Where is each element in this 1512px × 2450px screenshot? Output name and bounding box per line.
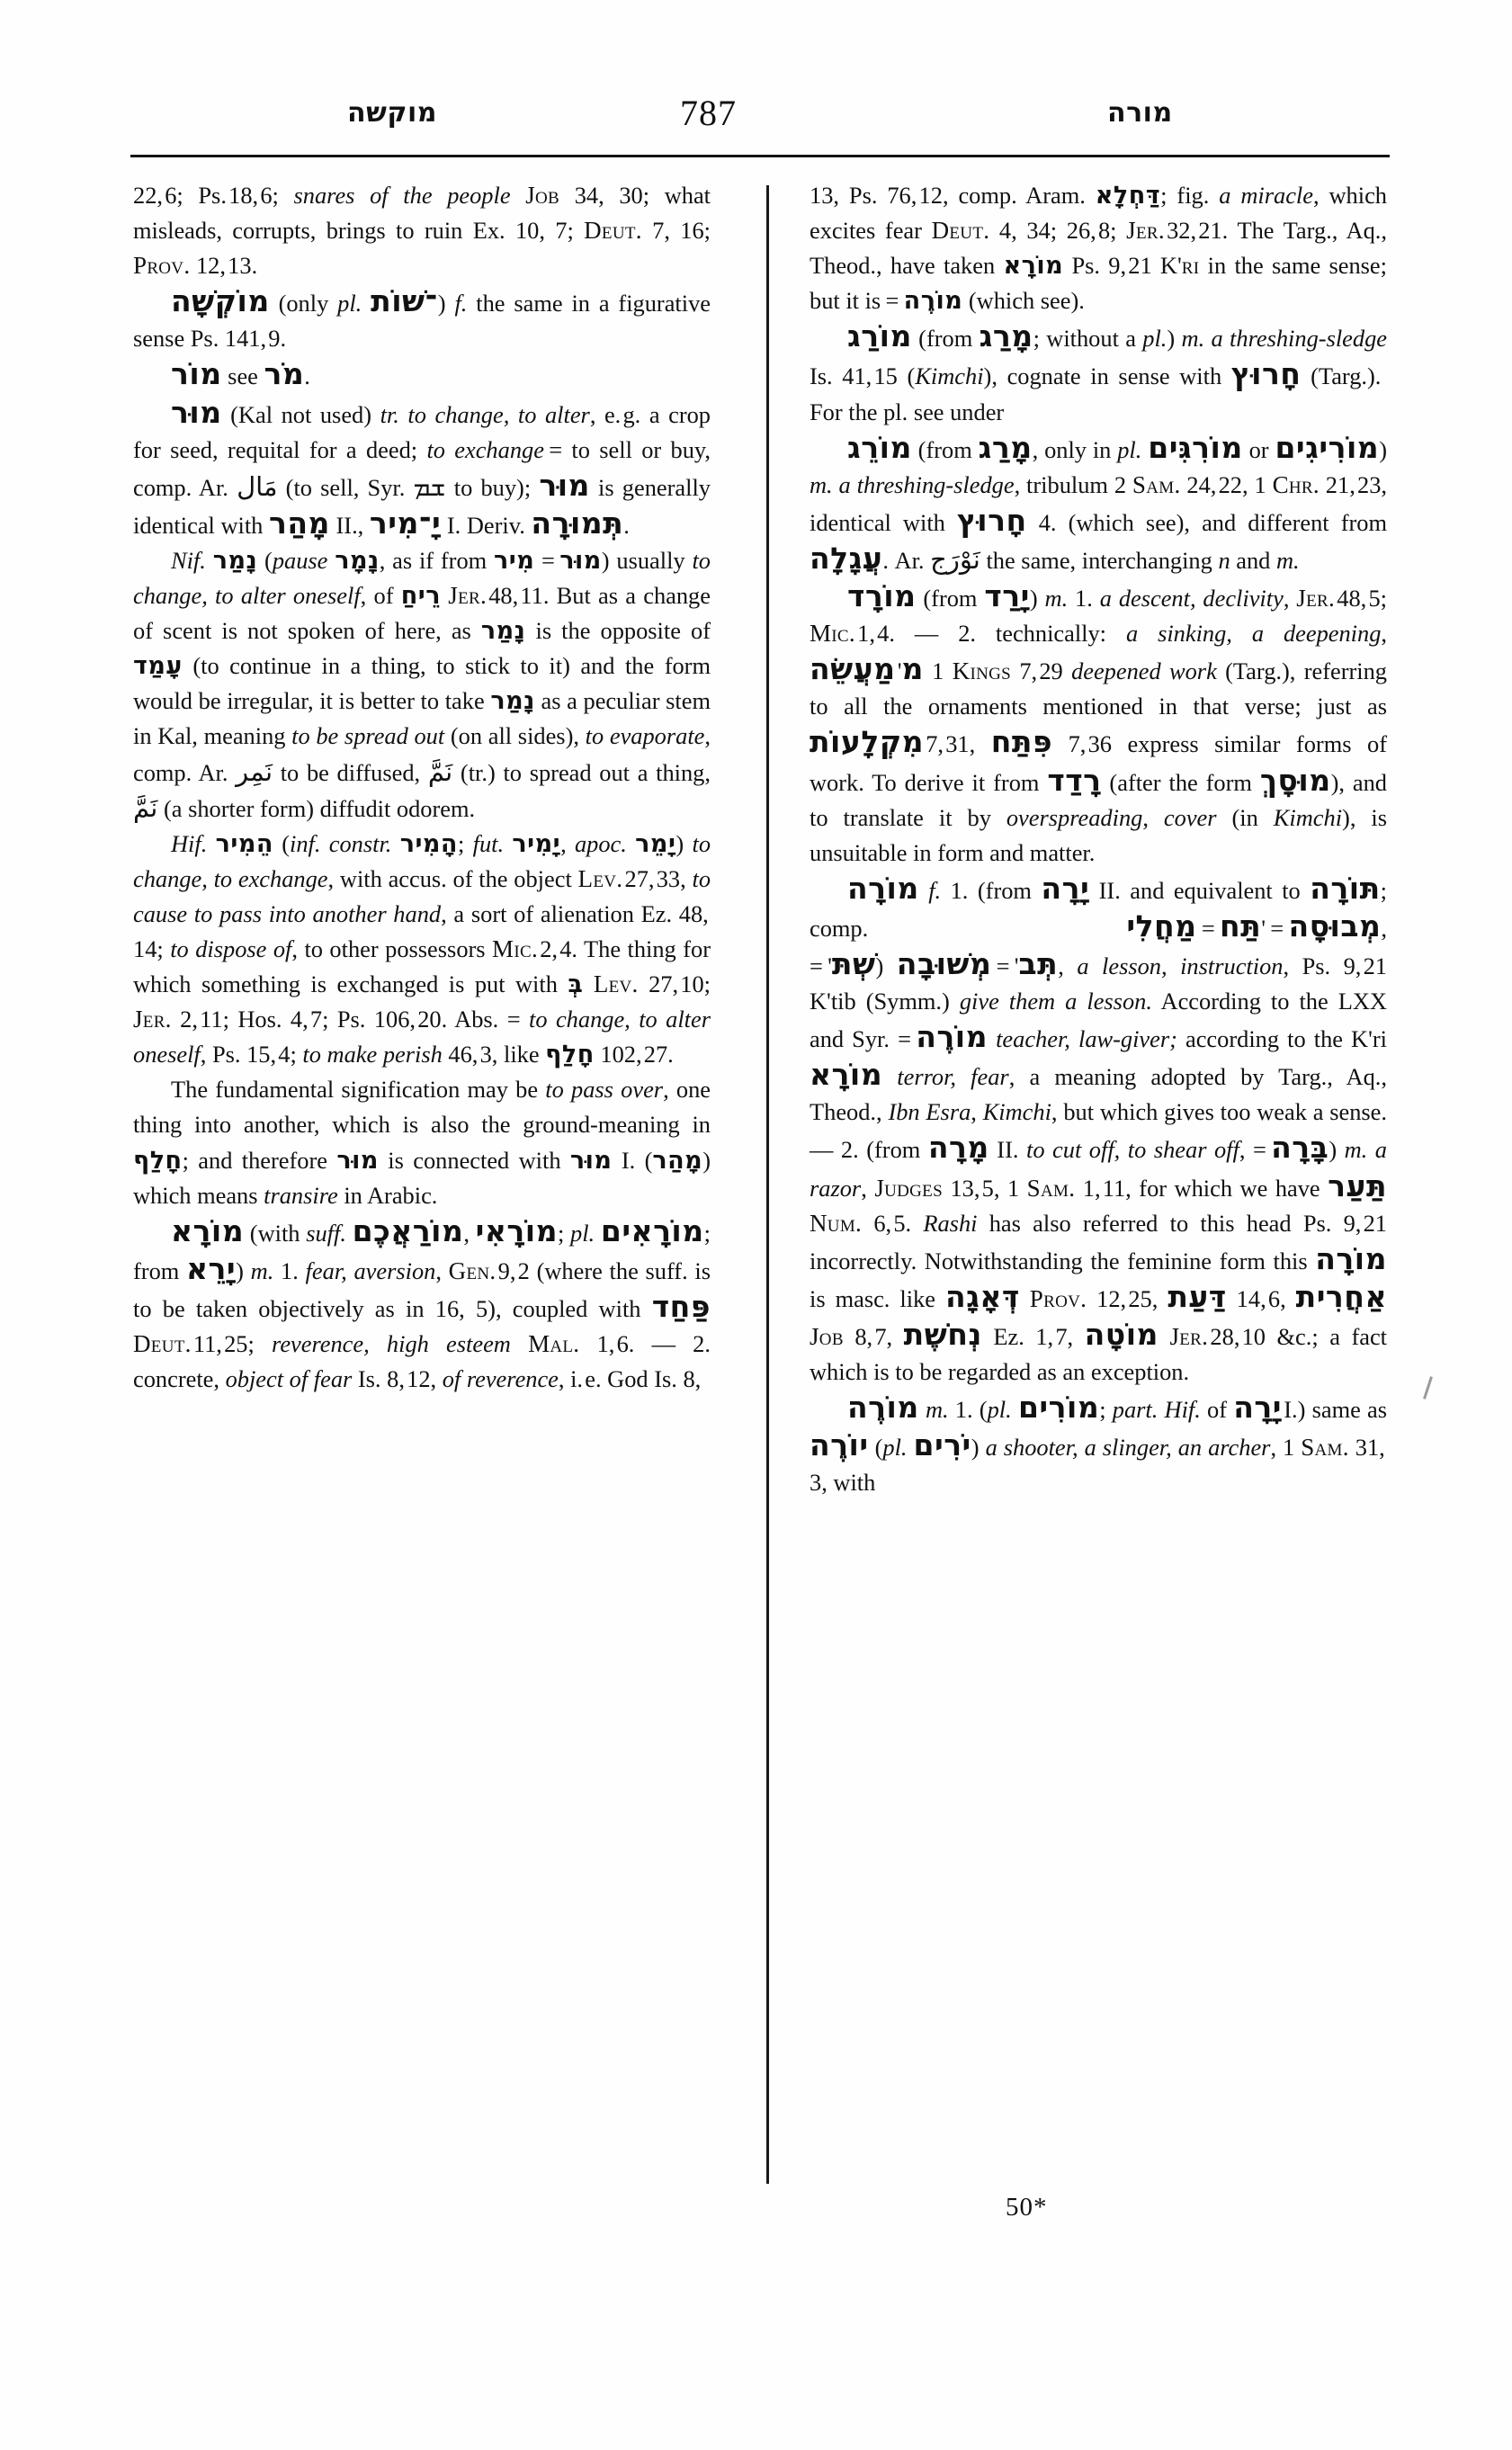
entry-morag-a: מוֹרַג (from מָרַג; without a pl.) m. a threshing-sledge Is. 41, 15 (Kimchi), cognate in sense with חָרוּץ (Targ.). For the pl. see under [810,318,1387,425]
headword-hebrew: מוֹרֵג [847,429,912,465]
header-rule [130,155,1390,157]
headword-hebrew: מוֹרָד [847,578,917,614]
entry-mor: מוֹר see מֹר. [171,356,310,392]
entry-morad: מוֹרָד (from יָרַד) m. 1. a descent, declivity, Jer. 48, 5; Mic. 1, 4. — 2. technically: a sinking, a deepening, מַעֲשֵׂה 'מ 1 Kings 7, 29 deepened work (Targ.), referring to all the ornaments mentioned in that verse; just as מִקְלָעוֹת 7, 31, פִּתַּח 7, 36 express similar forms of work. To derive it from רָדַד (after the form מוּסָךְ), and to translate it by overspreading, cover (in Kimchi), is unsuitable in form and matter. [810,578,1388,866]
entry-moqshah: מוֹקְשָׁה (only pl. ־שׁוֹת) f. the same in a figurative sense Ps. 141, 9. [133,283,711,353]
headword-hebrew: מוֹרָה [847,870,919,906]
paragraph-continuation: 13, Ps. 76, 12, comp. Aram. דַּחְלָא; fig. a miracle, which excites fear Deut. 4, 34; 26, 8; Jer. 32, 21. The Targ., Aq., Theod., have taken מוֹרָא Ps. 9, 21 K'ri in the same sense; but it is = מוֹרֶה (which see). [810,182,1387,316]
running-head [133,86,1385,151]
entry-moreh-masculine: מוֹרֶה m. 1. (pl. מוֹרִים; part. Hif. of יָרָה I.) same as יוֹרֶה (pl. יֹרִים) a shooter, a slinger, an archer, 1 Sam. 31, 3, with [810,1390,1387,1497]
entry-morah-feminine: מוֹרָה f. 1. (from יָרָה II. and equivalent to תּוֹרָה; comp. מַחֲלִי = תַּח' = מְבוּסָה, = 'שְׁתּ) מְשׁוּבָה = 'תְּב, a lesson, instruction, Ps. 9, 21 K'tib (Symm.) give them a lesson. According to the LXX and Syr. = מוֹרֶה teacher, law-giver; according to the K'ri מוֹרָא terror, fear, a meaning adopted by Targ., Aq., Theod., Ibn Esra, Kimchi, but which gives too weak a sense. — 2. (from מָרָה II. to cut off, to shear off, = בָּרָה) m. a razor, Judges 13, 5, 1 Sam. 1, 11, for which we have תַּעַר Num. 6, 5. Rashi has also referred to this head Ps. 9, 21 incorrectly. Notwithstanding the feminine form this מוֹרָה is masc. like דְּאָגָה Prov. 12, 25, דַּעַת 14, 6, אַחֲרִית Job 8, 7, נְחֹשֶׁת Ez. 1, 7, מוֹטָה Jer. 28, 10 &c.; a fact which is to be regarded as an exception. [810,870,1387,1385]
entry-morag-b: מוֹרֵג (from מָרַג, only in pl. מוֹרִגִּים or מוֹרִיגִים) m. a threshing-sledge, tribulum 2 Sam. 24, 22, 1 Chr. 21, 23, identical with חָרוּץ 4. (which see), and different from עֲגָלָה. Ar. نَوْرَج the same, interchanging n and m. [810,429,1387,576]
paragraph-fundamental-signification: The fundamental signification may be to pass over, one thing into another, which is also the ground-meaning in חָלַף; and therefore מוּר is connected with מוּר I. (מָהַר) which means transire in Arabic. [133,1076,711,1209]
right-column [810,178,1387,1500]
paragraph-hifil: Hif. הֵמִיר (inf. constr. הָמִיר; fut. יָמִיר, apoc. יָמֵר) to change, to exchange, with accus. of the object Lev. 27, 33, to cause to pass into another hand, a sort of alienation Ez. 48, 14; to dispose of, to other possessors Mic. 2, 4. The thing for which something is exchanged is put with בְּ Lev. 27, 10; Jer. 2, 11; Hos. 4, 7; Ps. 106, 20. Abs. = to change, to alter oneself, Ps. 15, 4; to make perish 46, 3, like חָלַף 102, 27. [133,829,711,1069]
entry-mur: מוּר (Kal not used) tr. to change, to alter, e. g. a crop for seed, requital for a deed; to exchange = to sell or buy, comp. Ar. مَال (to sell, Syr. ܫܡ to buy); מוּר is generally identical with מָהַר II., יָ־מִיר I. Deriv. תְּמוּרָה. [133,394,711,541]
headword-hebrew: מוֹר [171,356,222,392]
column-divider [766,185,769,2184]
paragraph-nifal: Nif. נָמַר (pause נָמָר, as if from מִיר = מוּר) usually to change, to alter oneself, of רֵיחַ Jer. 48, 11. But as a change of scent is not spoken of here, as נָמַר is the opposite of עָמַד (to continue in a thing, to stick to it) and the form would be irregular, it is better to take נָמַר as a peculiar stem in Kal, meaning to be spread out (on all sides), to evaporate, comp. Ar. نَمِر to be diffused, نَمَّ (tr.) to spread out a thing, نَمَّ (a shorter form) diffudit odorem. [133,546,711,823]
paragraph-continuation: 22, 6; Ps. 18, 6; snares of the people Job 34, 30; what misleads, corrupts, brings to ruin Ex. 10, 7; Deut. 7, 16; Prov. 12, 13. [133,182,711,280]
headword-hebrew: מוֹרֶה [847,1390,919,1426]
running-head-right-word: מורה [1107,97,1173,129]
headword-hebrew: מוּר [171,394,222,430]
entry-mora: מוֹרָא (with suff. מוֹרַאֲכֶם, מוֹרָאִי; pl. מוֹרָאִים; from יָרֵא) m. 1. fear, aversion, Gen. 9, 2 (where the suff. is to be taken objectively as in 16, 5), coupled with פַּחַד Deut. 11, 25; reverence, high esteem Mal. 1, 6. — 2. concrete, object of fear Is. 8, 12, of reverence, i. e. God Is. 8, [133,1212,711,1393]
margin-pencil-mark [1423,1376,1433,1399]
headword-hebrew: מוֹרַג [847,318,912,354]
left-column [133,178,711,1397]
headword-hebrew: מוֹרָא [171,1212,245,1248]
running-head-left-word: מוקשה [347,97,437,129]
page-number: 787 [680,93,737,133]
signature-mark: 50* [1006,2193,1048,2222]
headword-hebrew: מוֹקְשָׁה [171,283,270,319]
